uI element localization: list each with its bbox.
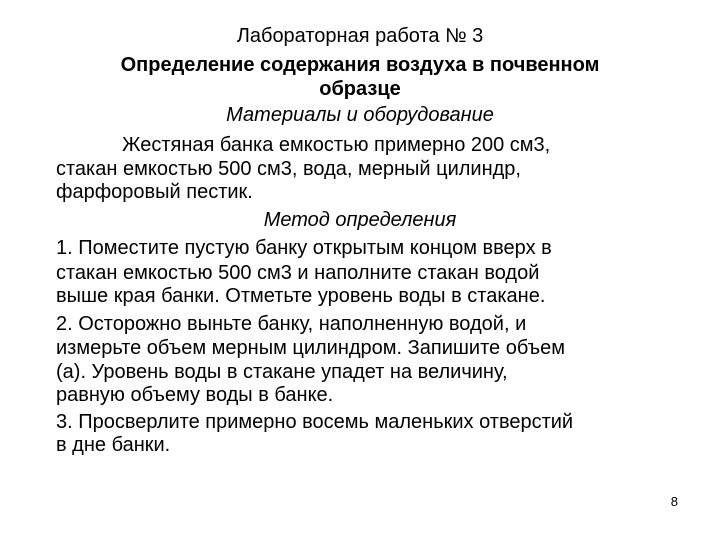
step1-line-1: 1. Поместите пустую банку открытым концом вверх в: [56, 237, 552, 259]
materials-line-2: стакан емкостью 500 см3, вода, мерный цилиндр,: [56, 158, 521, 180]
step3-line-1: 3. Просверлите примерно восемь маленьких отверстий: [56, 411, 574, 433]
materials-heading: Материалы и оборудование: [226, 104, 494, 126]
method-heading: Метод определения: [263, 209, 457, 231]
step3-line-2: в дне банки.: [56, 434, 171, 456]
step1-line-3: выше края банки. Отметьте уровень воды в стакане.: [56, 285, 546, 307]
materials-line-3: фарфоровый пестик.: [56, 181, 253, 203]
topic-title-line-1: Определение содержания воздуха в почвенном: [120, 54, 600, 76]
step2-line-1: 2. Осторожно выньте банку, наполненную водой, и: [56, 313, 527, 335]
page-number: 8: [670, 494, 678, 509]
materials-line-1: Жестяная банка емкостью примерно 200 см3,: [122, 134, 551, 156]
step2-line-4: равную объему воды в банке.: [56, 384, 334, 406]
step2-line-3: (а). Уровень воды в стакане упадет на величину,: [56, 361, 508, 383]
step1-line-2: стакан емкостью 500 см3 и наполните стакан водой: [56, 262, 540, 284]
lab-title: Лабораторная работа № 3: [236, 25, 484, 47]
topic-title-line-2: образце: [319, 78, 401, 100]
step2-line-2: измерьте объем мерным цилиндром. Запишите объем: [56, 337, 565, 359]
